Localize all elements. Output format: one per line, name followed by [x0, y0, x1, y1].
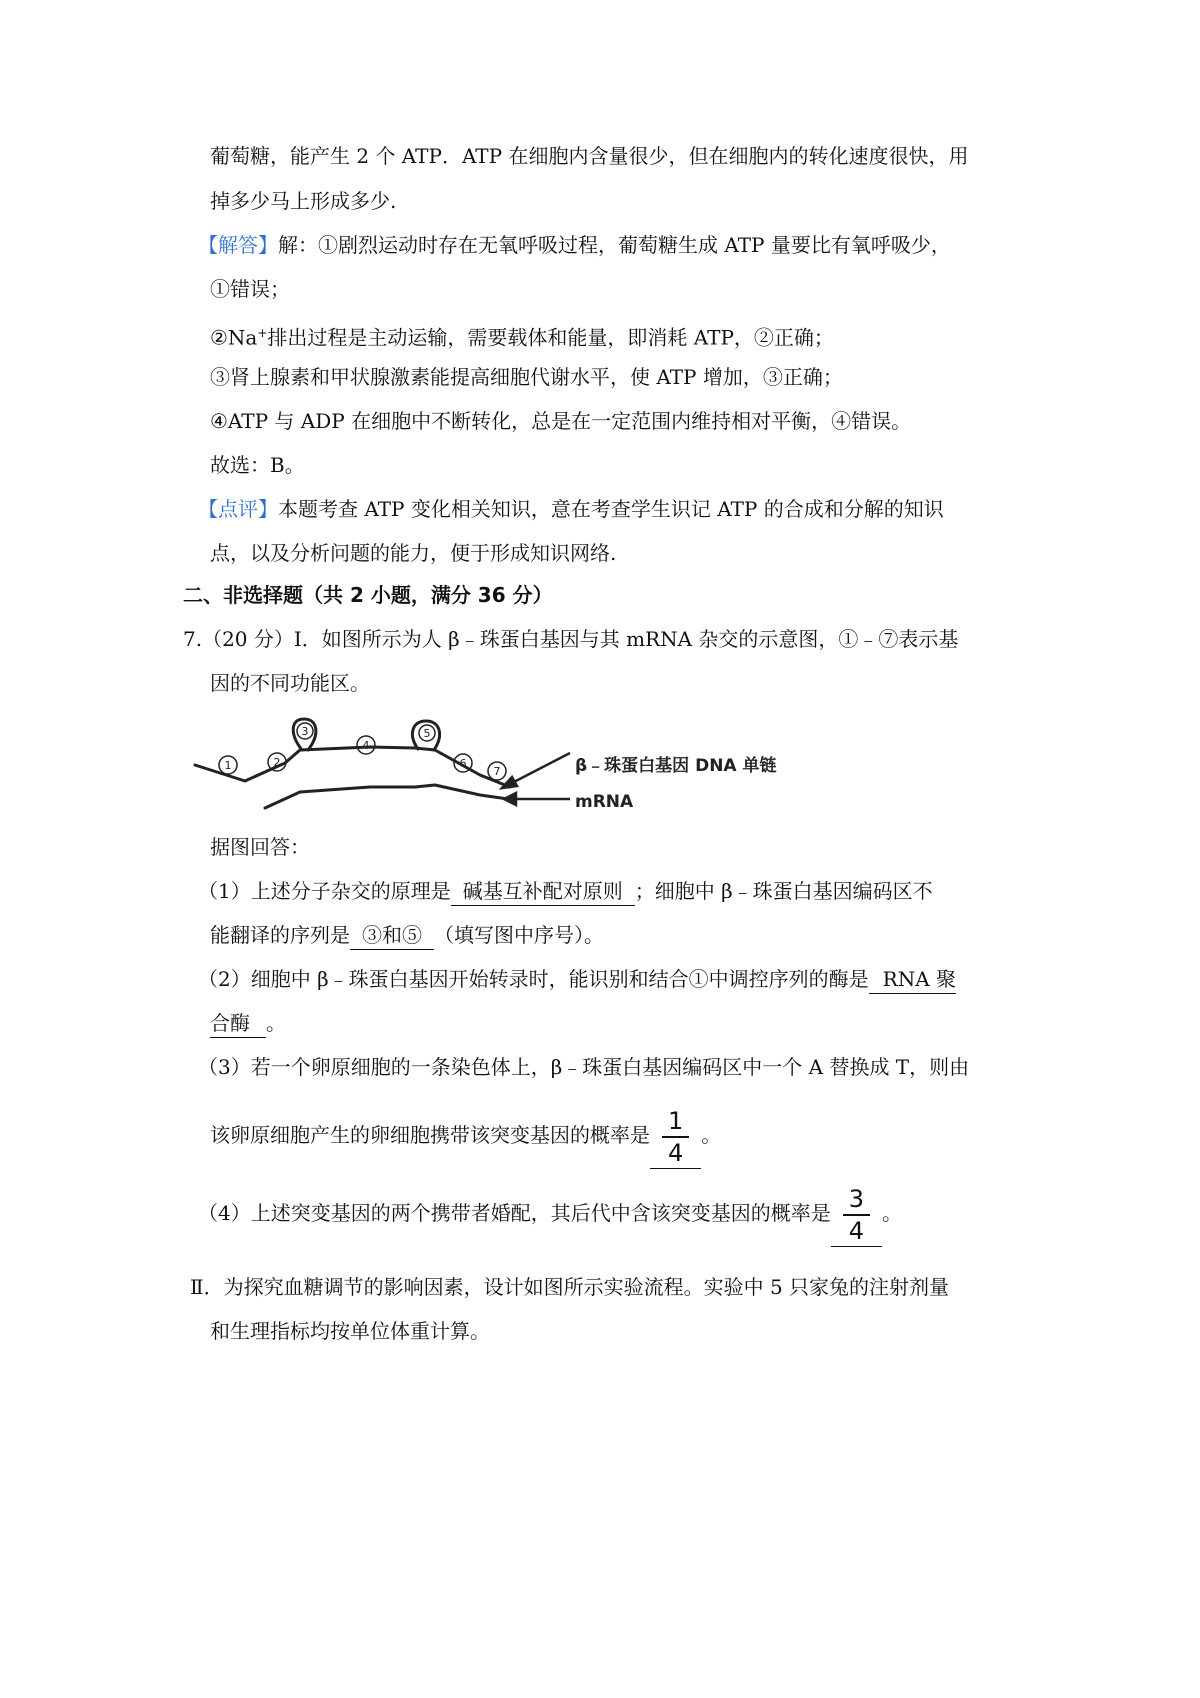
answer-line [198, 231, 951, 259]
dna-label: β﹣珠蛋白基因 DNA 单链 [575, 756, 777, 776]
comment-text: 本题考查 ATP 变化相关知识，意在考查学生识记 ATP 的合成和分解的知识 [278, 497, 944, 521]
part2-text: 和生理指标均按单位体重计算。 [210, 1319, 490, 1343]
text-line [210, 319, 834, 352]
subquestion-1-cont [210, 921, 604, 950]
answer-text: 解：①剧烈运动时存在无氧呼吸过程，葡萄糖生成 ATP 量要比有氧呼吸少， [278, 233, 951, 257]
text-line: 故选：B。 [210, 453, 305, 477]
mrna-arrow-head [504, 793, 516, 805]
text-segment: ；细胞中 β﹣珠蛋白基因编码区不 [634, 879, 933, 903]
text-line: ④ATP 与 ADP 在细胞中不断转化，总是在一定范围内维持相对平衡，④错误。 [210, 409, 912, 433]
text-segment: ②Na [210, 325, 258, 350]
denominator: 4 [668, 1138, 684, 1167]
subquestion-3: （3）若一个卵原细胞的一条染色体上，β﹣珠蛋白基因编码区中一个 A 替换成 T，则由 [198, 1055, 970, 1079]
text-segment: （填写图中序号）。 [434, 923, 604, 947]
subquestion-3-cont [210, 1105, 721, 1169]
text-line: 葡萄糖，能产生 2 个 ATP．ATP 在细胞内含量很少，但在细胞内的转化速度很快，用 [210, 144, 969, 168]
region-label-6: 6 [459, 757, 467, 770]
text-line: 掉多少马上形成多少. [210, 189, 397, 213]
answer-blank [650, 1105, 701, 1169]
region-label-7: 7 [493, 765, 501, 778]
question-text: 7.（20 分）Ⅰ．如图所示为人 β﹣珠蛋白基因与其 mRNA 杂交的示意图，①﹣⑦表示基 [183, 627, 959, 651]
answer-blank: 碱基互补配对原则 [451, 877, 635, 906]
region-label-1: 1 [224, 759, 232, 772]
section-title: 二、非选择题（共 2 小题，满分 36 分） [183, 583, 553, 607]
text-segment: 。 [882, 1201, 903, 1225]
text-segment: 该卵原细胞产生的卵细胞携带该突变基因的概率是 [210, 1123, 650, 1147]
answer-blank: ③和⑤ [350, 921, 434, 950]
fraction [662, 1106, 689, 1168]
jieda-tag: 【解答】 [198, 233, 278, 257]
subquestion-4 [198, 1183, 902, 1247]
question-text: 因的不同功能区。 [210, 671, 370, 695]
subquestion-1 [198, 877, 933, 906]
hybridization-diagram [190, 715, 810, 825]
region-label-4: 4 [362, 739, 370, 752]
text-segment: 排出过程是主动运输，需要载体和能量，即消耗 ATP，②正确； [267, 325, 834, 350]
text-segment: 。 [266, 1011, 286, 1035]
region-label-3: 3 [301, 725, 309, 738]
denominator: 4 [848, 1216, 865, 1245]
superscript: + [257, 326, 268, 340]
text-segment: （4）上述突变基因的两个携带者婚配，其后代中含该突变基因的概率是 [198, 1201, 831, 1225]
numerator: 3 [843, 1184, 870, 1216]
mrna-label: mRNA [575, 792, 634, 812]
subquestion-2 [198, 965, 956, 994]
part2-text: Ⅱ．为探究血糖调节的影响因素，设计如图所示实验流程。实验中 5 只家兔的注射剂量 [190, 1275, 950, 1299]
text-segment: 。 [701, 1123, 722, 1147]
numerator: 1 [662, 1106, 689, 1138]
dna-arrow-head [502, 777, 517, 788]
answer-blank [831, 1183, 882, 1247]
mrna-strand [265, 785, 515, 808]
text-line: ③肾上腺素和甲状腺激素能提高细胞代谢水平，使 ATP 增加，③正确； [210, 365, 843, 389]
text-segment: 能翻译的序列是 [210, 923, 350, 947]
subquestion-2-cont [210, 1009, 286, 1038]
comment-line [198, 495, 944, 523]
answer-blank: RNA 聚 [869, 965, 956, 994]
text-segment: （2）细胞中 β﹣珠蛋白基因开始转录时，能识别和结合①中调控序列的酶是 [198, 967, 869, 991]
text-line: 点，以及分析问题的能力，便于形成知识网络. [210, 541, 617, 565]
dianping-tag: 【点评】 [198, 497, 278, 521]
text-line: ①错误； [210, 277, 290, 301]
region-label-5: 5 [423, 727, 431, 740]
fraction [843, 1184, 870, 1246]
answer-blank: 合酶 [210, 1009, 266, 1038]
region-label-2: 2 [273, 756, 281, 769]
prompt-text: 据图回答： [210, 835, 310, 859]
dna-arrow-line [508, 753, 570, 785]
text-segment: （1）上述分子杂交的原理是 [198, 879, 451, 903]
